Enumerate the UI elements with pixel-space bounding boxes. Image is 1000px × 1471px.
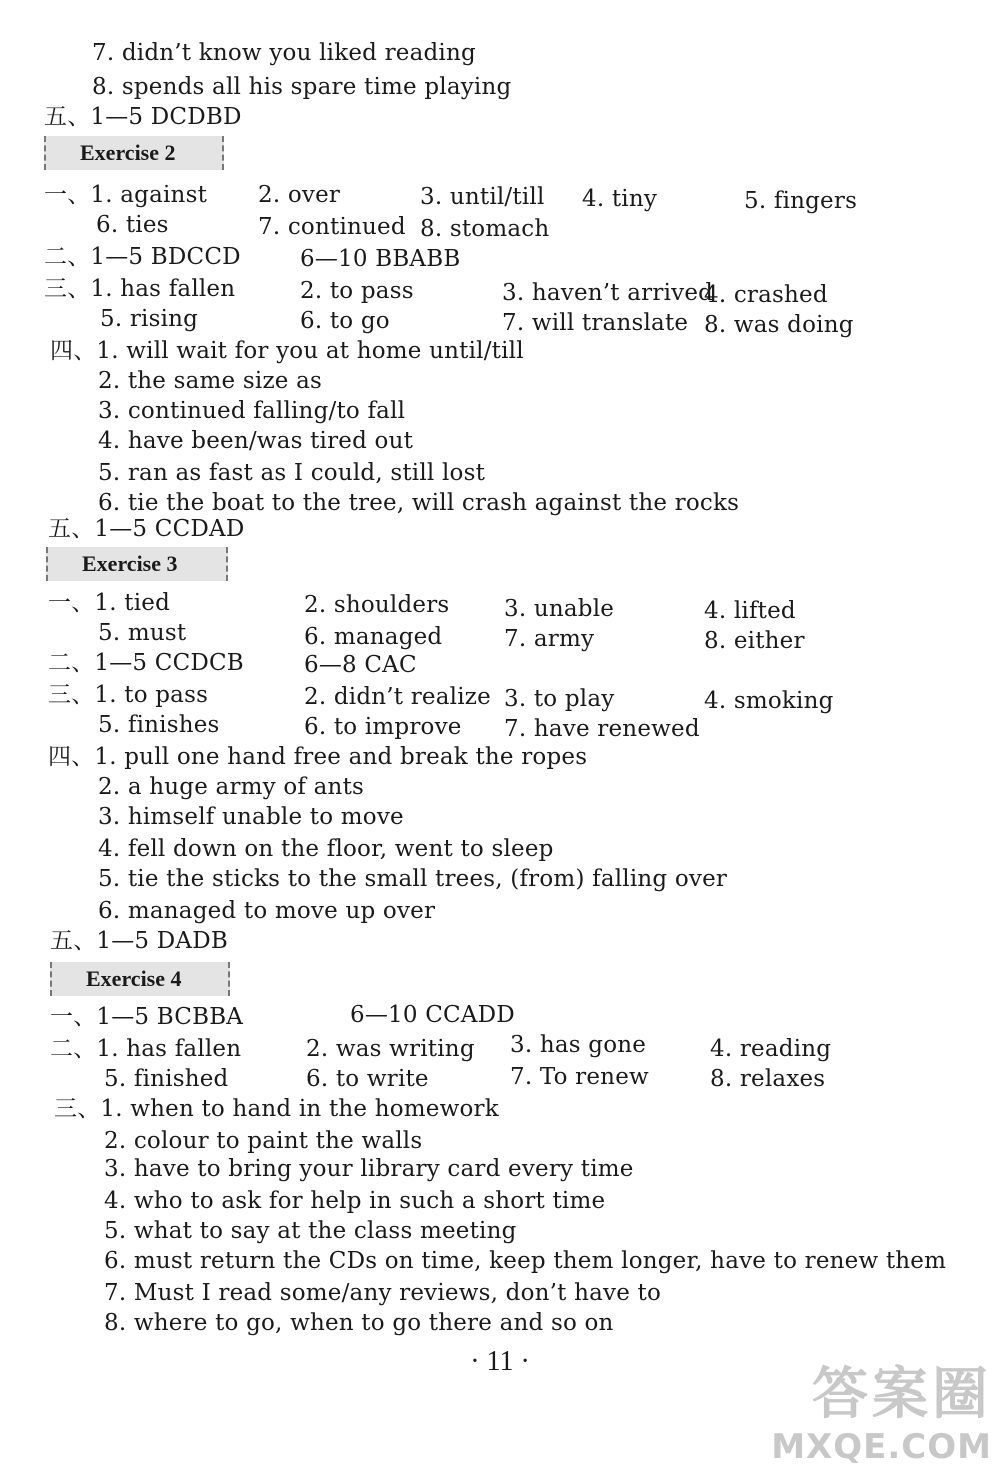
answer-line: 三、1. to pass — [48, 682, 209, 708]
answer-line: 3. to play — [504, 686, 615, 712]
answer-line: 2. was writing — [306, 1036, 475, 1062]
answer-line: 二、1—5 CCDCB — [48, 650, 244, 676]
answer-line: 5. ran as fast as I could, still lost — [98, 460, 486, 486]
answer-line: 7. army — [504, 626, 595, 652]
answer-line: 7. have renewed — [504, 716, 700, 742]
answer-line: 7. To renew — [510, 1064, 649, 1090]
answer-line: 5. fingers — [744, 188, 858, 214]
answer-line: 2. a huge army of ants — [98, 774, 365, 800]
answer-line: 6—10 BBABB — [300, 246, 461, 272]
answer-line: 5. finished — [104, 1066, 229, 1092]
answer-line: 8. where to go, when to go there and so on — [104, 1310, 614, 1336]
answer-line: 5. rising — [100, 306, 199, 332]
page-number: · 11 · — [470, 1346, 530, 1377]
answer-line: 五、1—5 DCDBD — [44, 104, 242, 130]
answer-line: 6. to write — [306, 1066, 429, 1092]
answer-line: 二、1. has fallen — [50, 1036, 242, 1062]
answer-line: 2. over — [258, 182, 341, 208]
exercise-heading: Exercise 4 — [50, 962, 230, 996]
answer-line: 8. spends all his spare time playing — [92, 74, 512, 100]
exercise-heading: Exercise 2 — [44, 136, 224, 170]
answer-line: 4. tiny — [582, 186, 658, 212]
exercise-heading: Exercise 3 — [46, 547, 228, 581]
answer-line: 一、1. against — [44, 182, 208, 208]
answer-line: 8. relaxes — [710, 1066, 826, 1092]
answer-line: 2. didn’t realize — [304, 684, 491, 710]
answer-line: 2. to pass — [300, 278, 414, 304]
answer-line: 6. tie the boat to the tree, will crash against the rocks — [98, 490, 740, 516]
answer-line: 8. either — [704, 628, 805, 654]
answer-line: 四、1. will wait for you at home until/till — [50, 338, 524, 364]
answer-line: 2. colour to paint the walls — [104, 1128, 423, 1154]
answer-line: 8. stomach — [420, 216, 550, 242]
answer-line: 3. himself unable to move — [98, 804, 404, 830]
answer-line: 三、1. has fallen — [44, 276, 236, 302]
answer-line: 6. to improve — [304, 714, 462, 740]
answer-line: 五、1—5 DADB — [50, 928, 228, 954]
answer-line: 3. until/till — [420, 184, 545, 210]
answer-line: 8. was doing — [704, 312, 854, 338]
answer-line: 3. have to bring your library card every time — [104, 1156, 634, 1182]
answer-line: 6—10 CCADD — [350, 1002, 515, 1028]
answer-line: 6. managed to move up over — [98, 898, 436, 924]
answer-line: 4. have been/was tired out — [98, 428, 414, 454]
answer-line: 6—8 CAC — [304, 652, 417, 678]
answer-line: 5. tie the sticks to the small trees, (from) falling over — [98, 866, 728, 892]
answer-line: 4. lifted — [704, 598, 796, 624]
answer-line: 4. smoking — [704, 688, 834, 714]
answer-line: 4. fell down on the floor, went to sleep — [98, 836, 554, 862]
answer-line: 5. what to say at the class meeting — [104, 1218, 517, 1244]
watermark-url: MXQE.COM — [771, 1427, 992, 1467]
answer-line: 一、1. tied — [48, 590, 170, 616]
answer-line: 二、1—5 BDCCD — [44, 244, 241, 270]
watermark — [771, 1363, 992, 1467]
answer-line: 3. continued falling/to fall — [98, 398, 406, 424]
watermark-logo: 答案圈 — [812, 1362, 992, 1427]
answer-line: 4. crashed — [704, 282, 828, 308]
answer-line: 3. unable — [504, 596, 615, 622]
answer-line: 5. must — [98, 620, 187, 646]
answer-line: 3. haven’t arrived — [502, 280, 714, 306]
answer-line: 2. the same size as — [98, 368, 322, 394]
answer-line: 6. to go — [300, 308, 390, 334]
answer-line: 3. has gone — [510, 1032, 647, 1058]
answer-line: 4. who to ask for help in such a short time — [104, 1188, 606, 1214]
answer-line: 6. managed — [304, 624, 443, 650]
answer-line: 4. reading — [710, 1036, 832, 1062]
answer-line: 7. continued — [258, 214, 406, 240]
answer-line: 五、1—5 CCDAD — [48, 516, 245, 542]
answer-line: 7. Must I read some/any reviews, don’t have to — [104, 1280, 662, 1306]
answer-line: 四、1. pull one hand free and break the ropes — [48, 744, 588, 770]
answer-line: 三、1. when to hand in the homework — [54, 1096, 499, 1122]
answer-line: 6. must return the CDs on time, keep them longer, have to renew them — [104, 1248, 947, 1274]
answer-line: 2. shoulders — [304, 592, 450, 618]
answer-line: 7. didn’t know you liked reading — [92, 40, 476, 66]
answer-line: 7. will translate — [502, 310, 689, 336]
answer-line: 一、1—5 BCBBA — [50, 1004, 244, 1030]
answer-line: 6. ties — [96, 212, 169, 238]
answer-line: 5. finishes — [98, 712, 220, 738]
